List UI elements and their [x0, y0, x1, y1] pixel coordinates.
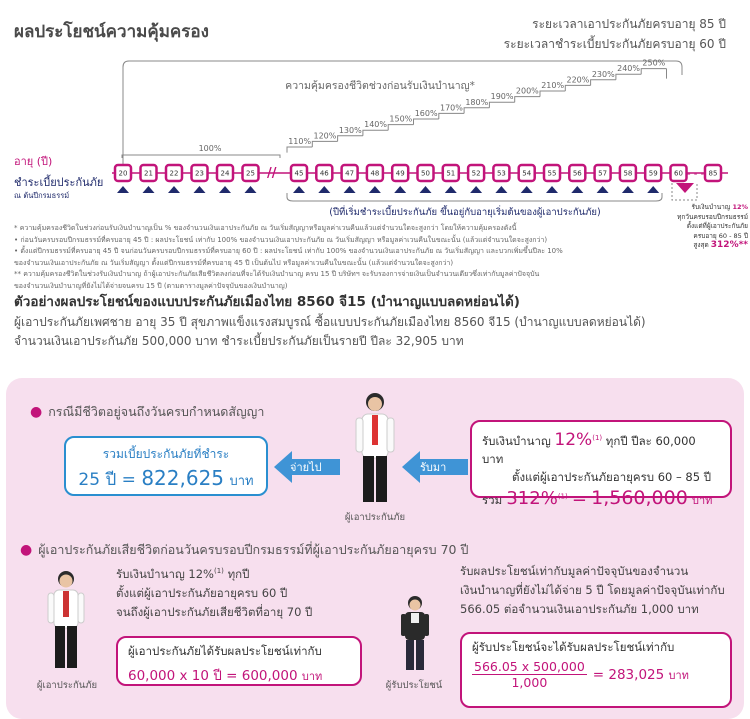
coverage-step-label: 250%	[642, 58, 666, 68]
insured-benefit-unit: บาท	[301, 670, 323, 683]
coverage-step-label: 190%	[490, 92, 514, 102]
svg-text:25: 25	[246, 169, 255, 178]
coverage-step	[287, 147, 312, 153]
age-box	[620, 165, 636, 181]
payment-triangle-icon	[168, 186, 180, 193]
age-axis-label: อายุ (ปี)	[14, 155, 53, 168]
insured-benefit-title: ผู้เอาประกันภัยได้รับผลประโยชน์เท่ากับ	[128, 644, 322, 658]
coverage-step-label: 220%	[566, 75, 590, 85]
age-box	[217, 165, 233, 181]
bracket-note: (ปีที่เริ่มชำระเบี้ยประกันภัย ขึ้นอยู่กับอายุเริ่มต้นของผู้เอาประกันภัย)	[329, 207, 601, 218]
benefit-denominator: 1,000	[511, 675, 548, 690]
coverage-step	[489, 102, 514, 108]
svg-text:23: 23	[195, 169, 204, 178]
age-box	[671, 165, 687, 181]
bracket-label: ความคุ้มครองชีวิตช่วงก่อนรับเงินบำนาญ*	[285, 80, 475, 92]
footnote-line: • ก่อนวันครบรอบปีกรมธรรม์ที่ครบอายุ 45 ปี : ผลประโยชน์ เท่ากับ 100% ของจำนวนเงินเอาประกันภัย ณ วันเริ่มสัญญา หรือมูลค่าเวนคืนในขณะนั้น (แล้วแต่จำนวนใดจะสูงกว่า)	[14, 235, 548, 244]
premium-axis-label: ชำระเบี้ยประกันภัย	[14, 176, 104, 189]
example-heading: ตัวอย่างผลประโยชน์ของแบบประกันภัยเมืองไทย 8560 จี15 (บำนาญแบบลดหย่อนได้)	[14, 294, 520, 310]
age-box	[569, 165, 585, 181]
age-box	[392, 165, 408, 181]
coverage-step-label: 150%	[389, 114, 413, 124]
age-box	[166, 165, 182, 181]
svg-text:46: 46	[319, 169, 329, 178]
coverage-step	[641, 69, 666, 75]
pension-pct: 12%	[554, 430, 593, 450]
rising-coverage-steps	[287, 59, 667, 153]
footnote-line: ของจำนวนเงินเอาประกันภัย ณ วันเริ่มสัญญา ตั้งแต่ปีกรมธรรม์ที่ครบอายุ 45 ปี เป็นต้นไป หรือมูลค่าเวนคืนในขณะนั้น (แล้วแต่จำนวนใดจะสูงกว่า)	[14, 258, 454, 267]
age-box	[291, 165, 307, 181]
payment-triangle-icon	[597, 186, 609, 193]
premium-axis-sub: ณ ต้นปีกรมธรรม์	[14, 191, 70, 200]
example-desc-line: ผู้เอาประกันภัยเพศชาย อายุ 35 ปี สุขภาพแข็งแรงสมบูรณ์ ซื้อแบบประกันภัยเมืองไทย 8560 จี15 (บำนาญแบบลดหย่อนได้)	[14, 315, 646, 329]
footnote-line: ของจำนวนเงินบำนาญที่ยังไม่ได้จ่ายจนครบ 15 ปี (ตามตารางมูลค่าปัจจุบันของเงินบำนาญ)	[14, 281, 288, 290]
payment-triangle-icon	[117, 186, 129, 193]
case2-right-line: รับผลประโยชน์เท่ากับมูลค่าปัจจุบันของจำนวน	[460, 564, 689, 578]
coverage-step	[363, 130, 388, 136]
insured-benefit-box	[116, 636, 362, 686]
coverage-step-label: 200%	[515, 86, 539, 96]
age-box	[493, 165, 509, 181]
svg-text:54: 54	[522, 169, 532, 178]
coverage-step	[312, 141, 337, 147]
svg-text:45: 45	[294, 169, 304, 178]
payment-triangle-icon	[495, 186, 507, 193]
pension-note-line: ครบอายุ 60 - 85 ปี	[693, 231, 748, 240]
premium-years: 25 ปี =	[78, 470, 136, 490]
pension-arrow-icon	[676, 183, 694, 193]
pension-total-box	[470, 420, 732, 509]
svg-text:47: 47	[345, 169, 355, 178]
coverage-step	[464, 108, 489, 114]
case2-left-text	[116, 562, 312, 622]
coverage-step-label: 180%	[465, 97, 489, 107]
benefit-result: = 283,025	[592, 666, 665, 683]
insured-caption: ผู้เอาประกันภัย	[36, 680, 98, 691]
svg-text:50: 50	[421, 169, 430, 178]
payment-markers	[117, 186, 659, 193]
premium-total-box	[64, 436, 268, 496]
svg-text:59: 59	[648, 169, 658, 178]
payment-triangle-icon	[445, 186, 457, 193]
receive-arrow-label: รับมา	[420, 461, 447, 474]
beneficiary-caption: ผู้รับประโยชน์	[385, 680, 443, 691]
age-box	[243, 165, 259, 181]
example-desc-line: จำนวนเงินเอาประกันภัย 500,000 บาท ชำระเบี้ยประกันภัยเป็นรายปี ปีละ 32,905 บาท	[14, 334, 464, 348]
svg-text:51: 51	[446, 169, 456, 178]
pension-total-amount: 1,560,000	[591, 487, 688, 509]
pension-text: รับเงินบำนาญ	[482, 434, 551, 448]
svg-text:21: 21	[144, 169, 153, 178]
payment-triangle-icon	[293, 186, 305, 193]
payment-triangle-icon	[245, 186, 257, 193]
case2-heading-text: ผู้เอาประกันภัยเสียชีวิตก่อนวันครบรอบปีกรมธรรม์ที่ผู้เอาประกันภัยอายุครบ 70 ปี	[38, 542, 469, 557]
svg-text:53: 53	[496, 169, 506, 178]
coverage-step	[540, 91, 565, 97]
coverage-step	[388, 125, 413, 131]
age-box	[418, 165, 434, 181]
payment-triangle-icon	[344, 186, 356, 193]
payment-triangle-icon	[470, 186, 482, 193]
age-box	[115, 165, 131, 181]
coverage-note-line: ระยะเวลาเอาประกันภัยครบอายุ 85 ปี	[532, 17, 726, 31]
payment-triangle-icon	[219, 186, 231, 193]
beneficiary-benefit-title: ผู้รับประโยชน์จะได้รับผลประโยชน์เท่ากับ	[472, 640, 675, 654]
timeline-dashes: - - -	[687, 169, 705, 180]
age-box	[141, 165, 157, 181]
age-box	[595, 165, 611, 181]
case2-right-text	[460, 562, 725, 619]
age-box	[192, 165, 208, 181]
insured-benefit-calc: 60,000 x 10 ปี = 600,000	[128, 668, 298, 684]
footnote-ref: (1)	[557, 492, 568, 501]
age-timeline	[115, 165, 721, 181]
coverage-period-note	[504, 14, 726, 54]
pay-arrow-label: จ่ายไป	[290, 461, 322, 474]
footnotes	[14, 223, 639, 292]
pension-note-line: ตั้งแต่ที่ผู้เอาประกันภัย	[686, 222, 748, 230]
svg-text:58: 58	[623, 169, 633, 178]
svg-text:48: 48	[370, 169, 380, 178]
footnote-ref: (1)	[213, 567, 224, 575]
svg-text:24: 24	[220, 169, 230, 178]
payment-triangle-icon	[318, 186, 330, 193]
payment-triangle-icon	[143, 186, 155, 193]
age-box	[705, 165, 721, 181]
age-box	[342, 165, 358, 181]
payment-triangle-icon	[546, 186, 558, 193]
age-box	[519, 165, 535, 181]
svg-text:22: 22	[169, 169, 179, 178]
beneficiary-person-icon	[398, 594, 432, 672]
coverage-step-label: 160%	[414, 109, 438, 118]
svg-text:85: 85	[708, 169, 718, 178]
coverage-step-label: 120%	[313, 131, 337, 141]
pension-side-note	[630, 203, 748, 251]
pension-yearly: ทุกปี ปีละ 60,000 บาท	[482, 434, 696, 466]
age-box	[443, 165, 459, 181]
bullet-icon: ●	[30, 404, 43, 420]
svg-text:56: 56	[572, 169, 582, 178]
pension-note-max: 312%**	[710, 240, 748, 250]
pension-total-label: รวม	[482, 493, 503, 507]
age-box	[316, 165, 332, 181]
coverage-step-label: 110%	[288, 137, 312, 146]
insured-caption: ผู้เอาประกันภัย	[344, 512, 406, 523]
insured-person-icon	[44, 568, 88, 672]
case2-left-line: ทุกปี	[227, 566, 250, 581]
coverage-step	[616, 74, 641, 80]
payment-triangle-icon	[571, 186, 583, 193]
beneficiary-benefit-box	[460, 632, 732, 708]
svg-text:20: 20	[118, 169, 128, 178]
case2-left-line: ตั้งแต่ผู้เอาประกันภัยอายุครบ 60 ปี	[116, 585, 288, 600]
flat-label: 100%	[198, 144, 222, 153]
case2-right-line: 566.05 ต่อจำนวนเงินเอาประกันภัย 1,000 บาท	[460, 602, 699, 616]
pension-age-range: ตั้งแต่ผู้เอาประกันภัยอายุครบ 60 – 85 ปี	[512, 470, 712, 484]
coverage-step	[439, 113, 464, 119]
coverage-step-label: 130%	[338, 125, 362, 135]
payment-triangle-icon	[194, 186, 206, 193]
payment-triangle-icon	[394, 186, 406, 193]
equals-sign: =	[571, 488, 587, 509]
case1-heading-text: กรณีมีชีวิตอยู่จนถึงวันครบกำหนดสัญญา	[48, 404, 265, 419]
coverage-step-label: 210%	[541, 81, 565, 90]
footnote-line: ** ความคุ้มครองชีวิตในช่วงรับเงินบำนาญ ถ้าผู้เอาประกันภัยเสียชีวิตลงก่อนที่จะได้รับเงินบำนาญ ครบ 15 ปี บริษัทฯ จะรับรองการจ่ายเงินเป็นจำนวนเดียวซึ่งเท่ากับมูลค่าปัจจุบัน	[14, 270, 540, 278]
svg-text:55: 55	[547, 169, 557, 178]
coverage-step-label: 140%	[364, 120, 387, 130]
age-box	[367, 165, 383, 181]
pension-total-unit: บาท	[691, 494, 713, 507]
case2-left-line: จนถึงผู้เอาประกันภัยเสียชีวิตที่อายุ 70 ปี	[116, 604, 313, 619]
coverage-step	[591, 80, 616, 86]
case1-heading	[30, 402, 264, 422]
footnote-ref: (1)	[592, 434, 603, 443]
case2-heading	[20, 540, 468, 560]
age-box	[544, 165, 560, 181]
premium-unit: บาท	[229, 474, 254, 489]
coverage-chart	[0, 55, 750, 225]
age-box	[645, 165, 661, 181]
premium-amount: 822,625	[141, 466, 225, 490]
svg-text:57: 57	[598, 169, 608, 178]
coverage-step	[515, 97, 540, 103]
coverage-step	[565, 85, 590, 91]
payment-triangle-icon	[647, 186, 659, 193]
coverage-step	[414, 119, 439, 125]
payment-triangle-icon	[622, 186, 634, 193]
bullet-icon: ●	[20, 542, 33, 558]
flat-coverage-bracket	[122, 155, 280, 158]
coverage-step-label: 230%	[591, 69, 615, 79]
payment-note-line: ระยะเวลาชำระเบี้ยประกันภัยครบอายุ 60 ปี	[503, 37, 726, 51]
svg-text:49: 49	[395, 169, 405, 178]
insured-person-icon	[350, 390, 400, 508]
footnote-line: * ความคุ้มครองชีวิตในช่วงก่อนรับเงินบำนาญเป็น % ของจำนวนเงินเอาประกันภัย ณ วันเริ่มสัญญาหรือมูลค่าเวนคืนแล้วแต่จำนวนใดจะสูงกว่า โดยให้ความคุ้มครองดังนี้	[14, 224, 517, 232]
pension-note-text: รับเงินบำนาญ	[691, 203, 731, 211]
coverage-step-label: 170%	[440, 103, 463, 113]
payment-triangle-icon	[420, 186, 432, 193]
payment-triangle-icon	[521, 186, 533, 193]
coverage-step	[338, 136, 363, 142]
example-description	[14, 313, 734, 351]
pension-note-line: ทุกวันครบรอบปีกรมธรรม์	[677, 212, 748, 221]
pension-total-pct: 312%	[506, 488, 558, 509]
footnote-line: • ตั้งแต่ปีกรมธรรม์ที่ครบอายุ 45 ปี จนก่อนวันครบรอบปีกรมธรรม์ที่ครบอายุ 60 ปี : ผลประโยชน์ เท่ากับ 100% ของจำนวนเงินเอาประกันภัย ณ วันเริ่มสัญญา และบวกเพิ่มขึ้นปีละ 10%	[14, 247, 563, 255]
coverage-step-label: 240%	[617, 64, 640, 74]
svg-text:52: 52	[471, 169, 481, 178]
svg-text:60: 60	[674, 169, 683, 178]
benefit-unit: บาท	[668, 668, 689, 682]
pension-note-pct: 12%	[732, 203, 748, 211]
benefit-numerator: 566.05 x 500,000	[474, 659, 585, 674]
pension-note-text: สูงสุด	[693, 241, 709, 249]
age-box	[468, 165, 484, 181]
payment-triangle-icon	[369, 186, 381, 193]
page-title: ผลประโยชน์ความคุ้มครอง	[14, 22, 209, 42]
case2-left-line: รับเงินบำนาญ 12%	[116, 566, 214, 581]
timeline-break-mark: //	[267, 166, 277, 181]
premium-total-title: รวมเบี้ยประกันภัยที่ชำระ	[102, 447, 230, 461]
case2-right-line: เงินบำนาญที่ยังไม่ได้จ่าย 5 ปี โดยมูลค่าปัจจุบันเท่ากับ	[460, 583, 725, 597]
